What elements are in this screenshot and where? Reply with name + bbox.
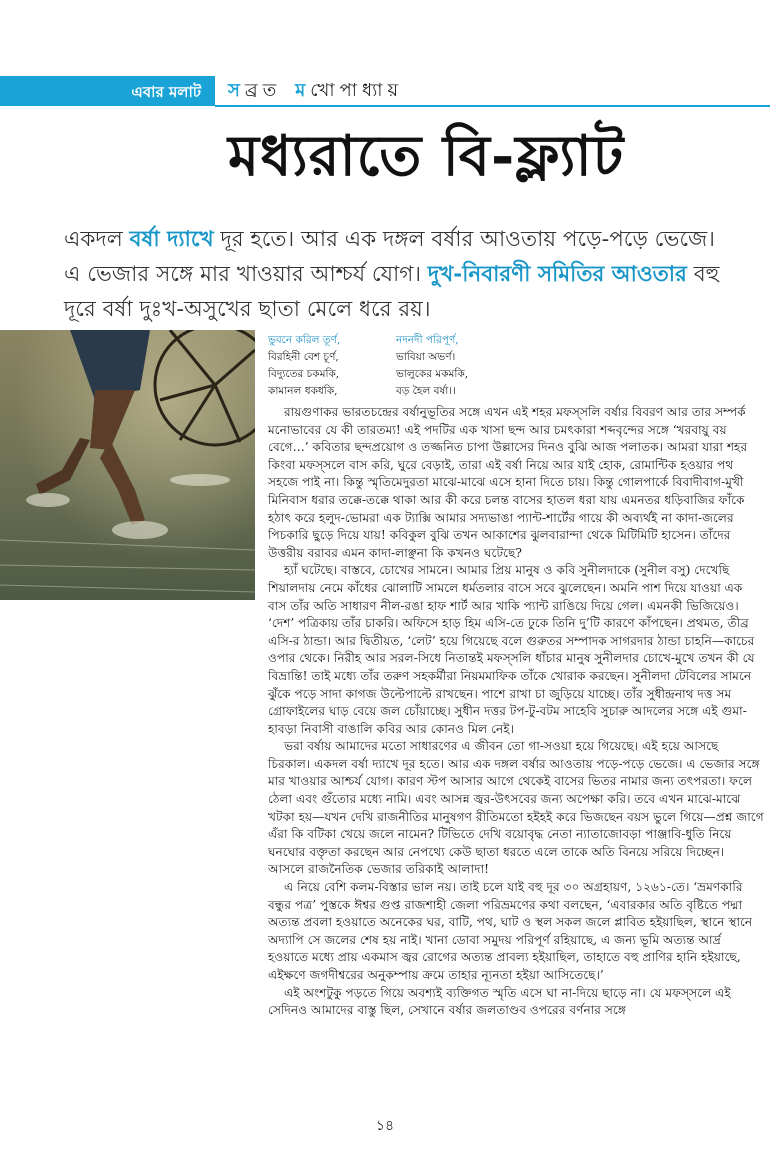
standfirst-highlight-2: দুখ-নিবারণী সমিতির আওতার [427,262,687,287]
verse-line: বড় হৈল বর্ষা।। [396,385,456,397]
verse-line: ভুবনে করিল তূর্ণ, [268,334,341,346]
verse-line: ভালুকের মকমকি, [396,368,469,380]
verse-line: ভাবিয়া অভর্ণ। [396,351,456,363]
page-number: ১৪ [375,1118,395,1134]
author-byline [228,78,417,104]
header-rule [215,105,770,107]
section-tag [0,76,215,106]
verse-quote [268,333,518,399]
rain-photo [0,330,255,600]
standfirst-text-1: একদল [64,227,130,252]
paragraph: এ নিয়ে বেশি কলম-বিস্তার ভাল নয়। তাই চলে যাই বহু দূর ৩০ অগ্রহায়ণ, ১২৬১-তে। ‘ভ্রমণকারি বন্ধুর পত্র’ পুস্তকে ঈশ্বর গুপ্ত রাজশাহী জেলা পরিভ্রমণের কথা বলছেন, ‘এবারকার অতি বৃষ্টিতে পদ্মা অত্যন্ত প্রবলা হওয়াতে অনেকের ঘর, বাটি, পথ, ঘাট ও স্থল সকল জলে প্লাবিত হইয়াছিল, স্থানে স্থানে অদ্যাপি সে জলের শেষ হয় নাই। খানা ডোবা সমুদয় পরিপূর্ণ রহিয়াছে, এ জন্য ভূমি অত্যন্ত আর্দ্র হওয়াতে মধ্যে প্রায় একমাস জ্বর রোগের অত্যন্ত প্রাবল্য হইয়াছিল, তাহাতে বহু প্রাণির হানি হইয়াছে, এইক্ষণে জগদীশ্বরের অনুকম্পায় ক্রমে তাহার ন্যূনতা হইয়া আসিতেছে।’ [268,880,753,982]
section-label: এবার মলাট [131,83,201,101]
verse-line: নদনদী পরিপূর্ণ, [396,334,459,346]
standfirst-text-2: দূর হতে। আর এক দঙ্গল বর্ষার আওতায় পড়ে-পড়ে ভেজে। এ ভেজার সঙ্গে মার খাওয়ার আশ্চর্য যোগ। [64,227,715,287]
verse-line: বিদ্যুতের চকমকি, [268,368,340,380]
standfirst-highlight-1: বর্ষা দ্যাখে [129,227,214,252]
byline-rest-2: খোপাধ্যায় [310,79,404,101]
standfirst-text-3: বহু দূরে বর্ষা দুঃখ-অসুখের ছাতা মেলে ধরে রয়। [64,262,720,322]
article-body [268,404,764,1020]
verse-line: কামানল ধকধকি, [268,385,338,397]
paragraph: হ্যাঁ ঘটেছে। বাস্তবে, চোখের সামনে। আমার প্রিয় মানুষ ও কবি সুনীলদাকে (সুনীল বসু) দেখেছি শিয়ালদায় নেমে কাঁধের ঝোলাটি সামলে ধর্মতলার বাসে সবে ঝুলেছেন। অমনি পাশ দিয়ে যাওয়া এক বাস তাঁর অতি সাধারণ নীল-রঙা হাফ শার্ট আর খাকি প্যান্ট রাঙিয়ে দিয়ে গেল। এমনকী ভিজিয়েও। ‘দেশ’ পত্রিকায় তাঁর চাকরি। অফিসে হাড় হিম এসি-তে ঢুকে তিনি দু’টি কারণে কাঁপছেন। প্রথমত, তীব্র এসি-র ঠান্ডা। আর দ্বিতীয়ত, ‘লেট’ হয়ে গিয়েছে বলে গুরুতর সম্পাদক সাগরদার ঠান্ডা চাহনি—কাচের ওপার থেকে। নিরীহ আর সরল-সিধে নিতান্তই মফস্সলি ধাঁচার মানুষ সুনীলদার চোখে-মুখে তখন কী যে বিভ্রান্তি! তাই মধ্যে তাঁর তরুণ সহকর্মীরা নিয়মমাফিক তাঁকে খোরাক করছেন। সুনীলদা টেবিলের সামনে ঝুঁকে পড়ে সাদা কাগজ উল্টেপাল্টে রাখছেন। পাশে রাখা চা জুড়িয়ে যাচ্ছে। তাঁর সুধীন্দ্রনাথ দত্ত সম গ্রোফাইলের ঘাড় বেয়ে জল চোঁয়াচ্ছে। সুধীন দত্তর টপ-টু-বটম সাহেবি সুচারু আদলের সঙ্গে এই গুমা-হাবড়া নিবাসী বাঙালি কবির আর কোনও মিল নেই। [268,563,755,736]
paragraph: ভরা বর্ষায় আমাদের মতো সাধারণের এ জীবন তো গা-সওয়া হয়ে গিয়েছে। এই হয়ে আসছে চিরকাল। একদল বর্ষা দ্যাখে দূর হতে। আর এক দঙ্গল বর্ষার আওতায় পড়ে-পড়ে ভেজে। এ ভেজার সঙ্গে মার খাওয়ার আশ্চর্য যোগ। কারণ স্টপ আসার আগে থেকেই বাসের ভিতর নামার জন্য তৎপরতা। ফলে ঠেলা এবং গুঁতোর মধ্যে নামি। এবং আসন্ন জ্বর-উৎসবের জন্য অপেক্ষা করি। তবে এখন মাঝে-মাঝে খটকা হয়—যখন দেখি রাজনীতির মানুষগণ রীতিমতো হইহই করে ভিজছেন বয়স ভুলে গিয়ে—প্রশ্ন জাগে এঁরা কি বটিকা খেয়ে জলে নামেন? টিভিতে দেখি বয়োবৃদ্ধ নেতা ন্যাতাজোবড়া পাঞ্জাবি-ধুতি নিয়ে ঘনঘোর বক্তৃতা করছেন আর নেপথ্যে কেউ ছাতা ধরতে এলে তাকে অতি বিনয়ে সরিয়ে দিচ্ছেন। আসলে রাজনৈতিক ভেজার তরিকাই আলাদা! [268,739,764,877]
paragraph: এই অংশটুকু পড়তে গিয়ে অবশ্যই ব্যক্তিগত স্মৃতি এসে ঘা না-দিয়ে ছাড়ে না। যে মফস্সলে এই সেদিনও আমাদের বাস্তু ছিল, সেখানে বর্ষার জলতাণ্ডব ওপরের বর্ণনার সঙ্গে [268,985,731,1018]
page-title: মধ্যরাতে বি-ফ্ল্যাট [228,123,625,189]
standfirst [64,222,724,327]
byline-initial-1: স [228,79,245,101]
byline-rest-1: ব্রত [244,79,282,101]
verse-line: বিরহিনী বেশ চূর্ণ, [268,351,339,363]
paragraph: রায়গুণাকর ভারতচন্দ্রের বর্ষানুভূতির সঙ্গে এখন এই শহর মফস্সলি বর্ষার বিবরণ আর তার সম্পর্ক মনোভাবের যে কী তারতম্য! এই পদটির এক খাসা ছন্দ আর চমৎকারা শব্দবৃন্দের সঙ্গে ‘খরবায়ু বয় বেগে…’ কবিতার ছন্দপ্রয়োগ ও তজ্জনিত চাপা উল্লাসের দিনও বুঝি আজ পলাতক। আমরা যারা শহর কিংবা মফস্সলে বাস করি, ঘুরে বেড়াই, তারা এই বর্ষা নিয়ে আর যাই হোক, রোমান্টিক হওয়ার পথ সহজে পাই না। কিন্তু স্মৃতিমেদুরতা মাঝে-মাঝে এসে হানা দিতে চায়। কিন্তু গোলপার্কে বিবাদীবাগ-মুখী মিনিবাস ধরার তক্কে-তক্কে থাকা আর কী করে চলন্ত বাসের হাতল ধরা যায় এমনতর ধড়িবাজির ফাঁকে হঠাৎ করে হলুদ-ভোমরা এক ট্যাক্সি আমার সদ্যভাঙা প্যান্ট-শার্টের গায়ে কী অব্যর্থই না কাদা-জলের পিচকারি ছুড়ে দিয়ে যায়! কবিকুল বুঝি তখন আকাশের ঝুলবারান্দা থেকে মিটিমিটি হাসেন। তাঁদের উত্তরীয় বরাবর এমন কাদা-লাঞ্ছনা কি কখনও ঘটেছে? [268,405,748,560]
byline-initial-2: ম [295,79,311,101]
